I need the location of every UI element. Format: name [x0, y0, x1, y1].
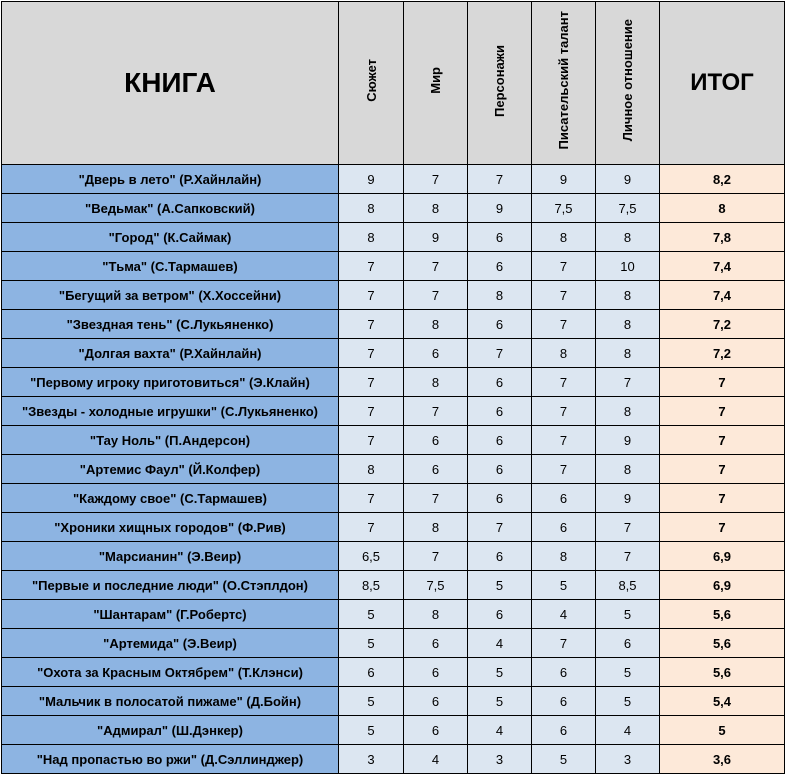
table-row [2, 397, 785, 426]
score-cell: 8 [532, 339, 596, 368]
score-cell: 7 [339, 397, 404, 426]
book-title-cell: "Артемида" (Э.Веир) [2, 629, 339, 658]
score-cell: 9 [596, 484, 660, 513]
total-cell: 7,4 [660, 281, 785, 310]
score-cell: 7 [339, 310, 404, 339]
score-cell: 6 [468, 542, 532, 571]
score-cell: 6 [532, 716, 596, 745]
header-row [2, 2, 785, 165]
book-title-cell: "Бегущий за ветром" (Х.Хоссейни) [2, 281, 339, 310]
table-row [2, 687, 785, 716]
score-cell: 6 [468, 223, 532, 252]
book-title-cell: "Тау Ноль" (П.Андерсон) [2, 426, 339, 455]
score-cell: 5 [532, 745, 596, 774]
table-row [2, 223, 785, 252]
total-cell: 5,4 [660, 687, 785, 716]
score-cell: 5 [339, 687, 404, 716]
total-cell: 7,8 [660, 223, 785, 252]
book-title-cell: "Первому игроку приготовиться" (Э.Клайн) [2, 368, 339, 397]
book-title-cell: "Хроники хищных городов" (Ф.Рив) [2, 513, 339, 542]
total-cell: 7 [660, 484, 785, 513]
score-cell: 4 [468, 716, 532, 745]
score-cell: 3 [596, 745, 660, 774]
score-cell: 9 [596, 426, 660, 455]
score-cell: 8 [339, 194, 404, 223]
score-cell: 8,5 [596, 571, 660, 600]
header-criterion-world [404, 2, 468, 165]
score-cell: 6 [404, 455, 468, 484]
score-cell: 7 [532, 281, 596, 310]
book-title-cell: "Долгая вахта" (Р.Хайнлайн) [2, 339, 339, 368]
score-cell: 9 [532, 165, 596, 194]
total-cell: 7,4 [660, 252, 785, 281]
table-body [2, 165, 785, 774]
header-criterion-characters-label: Персонажи [492, 44, 507, 117]
book-title-cell: "Охота за Красным Октябрем" (Т.Клэнси) [2, 658, 339, 687]
total-cell: 7,2 [660, 339, 785, 368]
score-cell: 8 [404, 513, 468, 542]
book-rating-table [1, 1, 785, 774]
score-cell: 6 [404, 629, 468, 658]
book-title-cell: "Над пропастью во ржи" (Д.Сэллинджер) [2, 745, 339, 774]
score-cell: 8 [532, 223, 596, 252]
table-row [2, 368, 785, 397]
book-title-cell: "Адмирал" (Ш.Дэнкер) [2, 716, 339, 745]
score-cell: 4 [404, 745, 468, 774]
score-cell: 9 [596, 165, 660, 194]
score-cell: 9 [404, 223, 468, 252]
score-cell: 6 [468, 426, 532, 455]
table-row [2, 426, 785, 455]
total-cell: 8 [660, 194, 785, 223]
score-cell: 7,5 [404, 571, 468, 600]
score-cell: 4 [596, 716, 660, 745]
score-cell: 7,5 [532, 194, 596, 223]
book-title-cell: "Звезды - холодные игрушки" (С.Лукьяненко) [2, 397, 339, 426]
table-row [2, 484, 785, 513]
score-cell: 5 [468, 687, 532, 716]
book-title-cell: "Марсианин" (Э.Веир) [2, 542, 339, 571]
header-criterion-world-label: Мир [428, 67, 443, 94]
score-cell: 5 [468, 658, 532, 687]
score-cell: 7 [532, 426, 596, 455]
score-cell: 7 [404, 281, 468, 310]
score-cell: 6 [532, 658, 596, 687]
score-cell: 6 [468, 368, 532, 397]
table-row [2, 600, 785, 629]
score-cell: 5 [339, 716, 404, 745]
score-cell: 3 [339, 745, 404, 774]
score-cell: 7 [339, 426, 404, 455]
total-cell: 6,9 [660, 571, 785, 600]
table-row [2, 165, 785, 194]
score-cell: 7 [532, 455, 596, 484]
header-criterion-plot-label: Сюжет [363, 59, 379, 102]
score-cell: 6 [468, 455, 532, 484]
header-criterion-personal-attitude [596, 2, 660, 165]
score-cell: 7 [404, 397, 468, 426]
score-cell: 6 [468, 310, 532, 339]
score-cell: 10 [596, 252, 660, 281]
table-row [2, 658, 785, 687]
score-cell: 8 [532, 542, 596, 571]
score-cell: 8 [468, 281, 532, 310]
book-title-cell: "Звездная тень" (С.Лукьяненко) [2, 310, 339, 339]
score-cell: 6 [404, 687, 468, 716]
score-cell: 6 [532, 687, 596, 716]
score-cell: 7 [532, 252, 596, 281]
score-cell: 7 [339, 339, 404, 368]
header-criterion-writing-talent [532, 2, 596, 165]
total-cell: 7 [660, 368, 785, 397]
table-row [2, 745, 785, 774]
score-cell: 7 [339, 484, 404, 513]
score-cell: 5 [596, 687, 660, 716]
score-cell: 7 [404, 542, 468, 571]
score-cell: 7 [339, 252, 404, 281]
score-cell: 7 [339, 281, 404, 310]
score-cell: 6 [404, 339, 468, 368]
score-cell: 8 [596, 281, 660, 310]
table-row [2, 629, 785, 658]
score-cell: 8 [596, 397, 660, 426]
score-cell: 4 [532, 600, 596, 629]
table-row [2, 252, 785, 281]
score-cell: 6,5 [339, 542, 404, 571]
book-title-cell: "Каждому свое" (С.Тармашев) [2, 484, 339, 513]
score-cell: 6 [468, 397, 532, 426]
book-title-cell: "Город" (К.Саймак) [2, 223, 339, 252]
total-cell: 7,2 [660, 310, 785, 339]
score-cell: 8 [596, 223, 660, 252]
score-cell: 8 [596, 310, 660, 339]
score-cell: 5 [532, 571, 596, 600]
book-title-cell: "Шантарам" (Г.Робертс) [2, 600, 339, 629]
score-cell: 7 [339, 513, 404, 542]
score-cell: 7 [404, 165, 468, 194]
score-cell: 9 [339, 165, 404, 194]
table-row [2, 455, 785, 484]
book-title-cell: "Ведьмак" (А.Сапковский) [2, 194, 339, 223]
book-title-cell: "Первые и последние люди" (О.Стэплдон) [2, 571, 339, 600]
score-cell: 8 [404, 194, 468, 223]
header-criterion-plot [339, 2, 404, 165]
score-cell: 7 [532, 629, 596, 658]
score-cell: 8 [339, 455, 404, 484]
table-row [2, 194, 785, 223]
score-cell: 6 [404, 658, 468, 687]
score-cell: 7 [339, 368, 404, 397]
score-cell: 7 [596, 368, 660, 397]
score-cell: 6 [339, 658, 404, 687]
score-cell: 6 [532, 484, 596, 513]
total-cell: 7 [660, 426, 785, 455]
total-cell: 8,2 [660, 165, 785, 194]
total-cell: 7 [660, 513, 785, 542]
score-cell: 8 [404, 310, 468, 339]
score-cell: 4 [468, 629, 532, 658]
score-cell: 7 [468, 513, 532, 542]
score-cell: 7 [532, 397, 596, 426]
score-cell: 7,5 [596, 194, 660, 223]
score-cell: 6 [468, 484, 532, 513]
table-row [2, 310, 785, 339]
table-row [2, 339, 785, 368]
score-cell: 6 [404, 716, 468, 745]
header-book: КНИГА [2, 2, 339, 165]
total-cell: 3,6 [660, 745, 785, 774]
header-criterion-writing-talent-label: Писательский талант [556, 11, 571, 150]
score-cell: 8 [339, 223, 404, 252]
score-cell: 7 [532, 368, 596, 397]
header-criterion-personal-attitude-label: Личное отношение [620, 19, 635, 142]
table-row [2, 513, 785, 542]
table-row [2, 281, 785, 310]
score-cell: 5 [596, 600, 660, 629]
header-total: ИТОГ [660, 2, 785, 165]
score-cell: 7 [468, 339, 532, 368]
score-cell: 7 [404, 484, 468, 513]
score-cell: 7 [468, 165, 532, 194]
book-title-cell: "Артемис Фаул" (Й.Колфер) [2, 455, 339, 484]
score-cell: 5 [468, 571, 532, 600]
score-cell: 9 [468, 194, 532, 223]
book-title-cell: "Тьма" (С.Тармашев) [2, 252, 339, 281]
score-cell: 6 [468, 252, 532, 281]
table-row [2, 716, 785, 745]
score-cell: 5 [596, 658, 660, 687]
score-cell: 5 [339, 629, 404, 658]
score-cell: 5 [339, 600, 404, 629]
total-cell: 5 [660, 716, 785, 745]
score-cell: 7 [404, 252, 468, 281]
score-cell: 6 [596, 629, 660, 658]
total-cell: 5,6 [660, 600, 785, 629]
book-title-cell: "Дверь в лето" (Р.Хайнлайн) [2, 165, 339, 194]
table-row [2, 542, 785, 571]
score-cell: 8 [404, 368, 468, 397]
total-cell: 5,6 [660, 658, 785, 687]
book-title-cell: "Мальчик в полосатой пижаме" (Д.Бойн) [2, 687, 339, 716]
score-cell: 6 [532, 513, 596, 542]
total-cell: 6,9 [660, 542, 785, 571]
total-cell: 7 [660, 397, 785, 426]
score-cell: 3 [468, 745, 532, 774]
score-cell: 8,5 [339, 571, 404, 600]
score-cell: 8 [596, 339, 660, 368]
score-cell: 8 [404, 600, 468, 629]
score-cell: 7 [532, 310, 596, 339]
score-cell: 6 [404, 426, 468, 455]
score-cell: 8 [596, 455, 660, 484]
total-cell: 7 [660, 455, 785, 484]
header-criterion-characters [468, 2, 532, 165]
table-row [2, 571, 785, 600]
score-cell: 7 [596, 542, 660, 571]
score-cell: 6 [468, 600, 532, 629]
score-cell: 7 [596, 513, 660, 542]
total-cell: 5,6 [660, 629, 785, 658]
